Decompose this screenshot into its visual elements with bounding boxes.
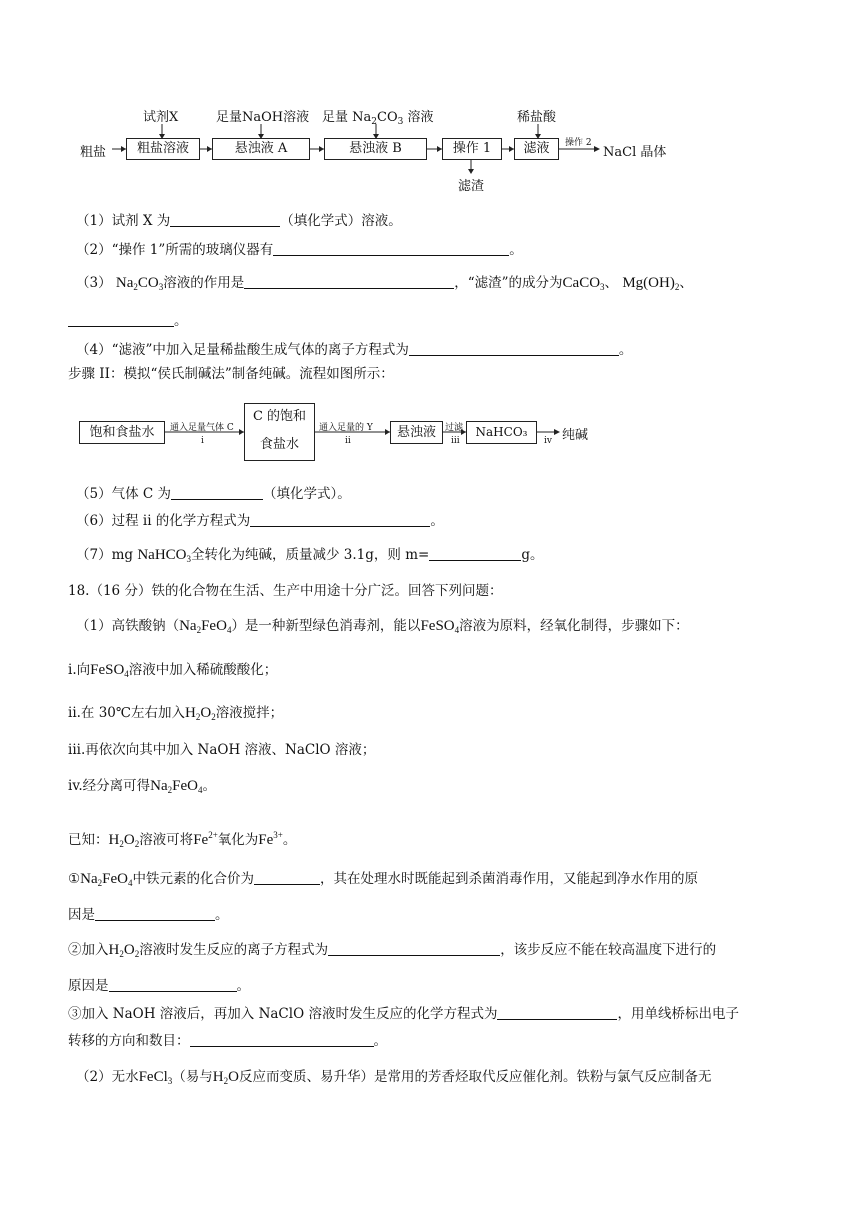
question-3-continued: 。: [68, 311, 188, 331]
answer-blank[interactable]: [250, 512, 430, 527]
q18-part-1-intro: （1）高铁酸钠$(Na_2FeO_4)$是一种新型绿色消毒剂，能以FeSO$_4$溶液为原料，经氧化制得，步骤如下：: [76, 618, 689, 635]
question-2: （2）“操作 1”所需的玻璃仪器有 。: [76, 242, 523, 258]
answer-blank[interactable]: [328, 941, 500, 956]
flow2-box-nahco3: NaHCO₃: [466, 421, 537, 444]
question-18-heading: 18.（16 分）铁的化合物在生活、生产中用途十分广泛。回答下列问题：: [68, 583, 503, 599]
flow2-arrow2-step: ii: [345, 436, 351, 446]
flow2-arrow3-label: 过滤: [445, 423, 464, 433]
q18-part-2: （2）无水FeCl$_3$（易与$H_2O$反应而变质、易升华）是常用的芳香烃取代反应催化剂。铁粉与氯气反应制备无: [76, 1069, 712, 1086]
flow1-box-suspension-a: 悬浊液 A: [212, 138, 310, 160]
q18-sub-3: ③加入 NaOH 溶液后，再加入 NaClO 溶液时发生反应的化学方程式为 ，用单线桥标出电子: [68, 1006, 739, 1022]
flow2-box-c-saturated-brine: C 的饱和 食盐水: [244, 403, 315, 461]
flow2-arrow1-step: i: [201, 436, 204, 446]
flow1-box-operation-1: 操作 1: [442, 138, 502, 160]
answer-blank[interactable]: [109, 977, 237, 992]
answer-blank[interactable]: [429, 546, 521, 561]
flow1-operation-2: 操作 2: [565, 138, 592, 148]
answer-blank[interactable]: [190, 1032, 374, 1047]
answer-blank[interactable]: [171, 485, 263, 500]
q18-sub-1: $①Na_2FeO_4$中铁元素的化合价为 ，其在处理水时既能起到杀菌消毒作用，又能起到净水作用的原: [68, 871, 698, 888]
flow2-arrow1-label: 通入足量气体 C: [170, 423, 234, 433]
flow1-reagent-hcl: 稀盐酸: [517, 110, 557, 125]
q18-known: 已知：$H_2O_2$溶液可将$Fe^{2+}$氧化为$Fe^{3+}$。: [68, 830, 297, 849]
flow1-residue: 滤渣: [458, 179, 485, 194]
question-1: （1）试剂 X 为 （填化学式）溶液。: [76, 213, 402, 229]
flow1-reagent-naoh: 足量NaOH溶液: [216, 110, 310, 125]
flow2-box-suspension: 悬浊液: [390, 421, 443, 444]
flow2-product: 纯碱: [562, 428, 589, 443]
answer-blank[interactable]: [254, 870, 320, 885]
answer-blank[interactable]: [497, 1005, 617, 1020]
q18-step-ii: ii.在 30℃左右加入$H_2O_2$溶液搅拌；: [68, 705, 284, 722]
flow1-box-filtrate: 滤液: [514, 138, 559, 160]
flow1-start: 粗盐: [80, 145, 107, 160]
q18-step-i: i.向FeSO$_4$溶液中加入稀硫酸酸化；: [68, 662, 278, 679]
question-6: （6）过程 ii 的化学方程式为 。: [76, 513, 444, 529]
step-2-heading: 步骤 II：模拟“侯氏制碱法”制备纯碱。流程如图所示：: [68, 366, 394, 382]
q18-sub-2: ②加入$H_2O_2$溶液时发生反应的离子方程式为 ，该步反应不能在较高温度下进行的: [68, 942, 717, 959]
flow2-arrow4-step: iv: [544, 436, 552, 446]
q18-step-iv: iv.经分离可得$Na_2FeO_4$。: [68, 778, 216, 795]
flow1-box-crude-solution: 粗盐溶液: [126, 138, 200, 160]
answer-blank[interactable]: [95, 906, 215, 921]
flow1-product: NaCl 晶体: [603, 145, 667, 160]
flow2-box-saturated-brine: 饱和食盐水: [79, 421, 165, 444]
question-3: （3） $Na_2CO_3$溶液的作用是 ，“滤渣”的成分为CaCO$_3$、 $Mg(OH)_2$、: [76, 275, 693, 292]
flow1-reagent-na2co3: 足量 $Na_2CO_3$ 溶液: [322, 110, 434, 127]
question-5: （5）气体 C 为 （填化学式）。: [76, 486, 351, 502]
q18-sub-2-continued: 原因是 。: [68, 978, 250, 994]
flow1-box-suspension-b: 悬浊液 B: [324, 138, 427, 160]
q18-step-iii: iii.再依次向其中加入 NaOH 溶液、NaClO 溶液；: [68, 742, 376, 758]
flow2-arrow3-step: iii: [451, 436, 460, 446]
question-7: （7）mg NaHCO$_3$全转化为纯碱，质量减少 3.1g，则 m= g。: [76, 547, 544, 564]
flow2-arrow2-label: 通入足量的 Y: [319, 423, 373, 433]
flow-diagram-2-arrows: [0, 0, 860, 480]
q18-sub-3-continued: 转移的方向和数目： 。: [68, 1033, 387, 1049]
q18-sub-1-continued: 因是 。: [68, 907, 229, 923]
flow1-reagent-x: 试剂X: [143, 110, 179, 125]
question-4: （4）“滤液”中加入足量稀盐酸生成气体的离子方程式为 。: [76, 342, 633, 358]
